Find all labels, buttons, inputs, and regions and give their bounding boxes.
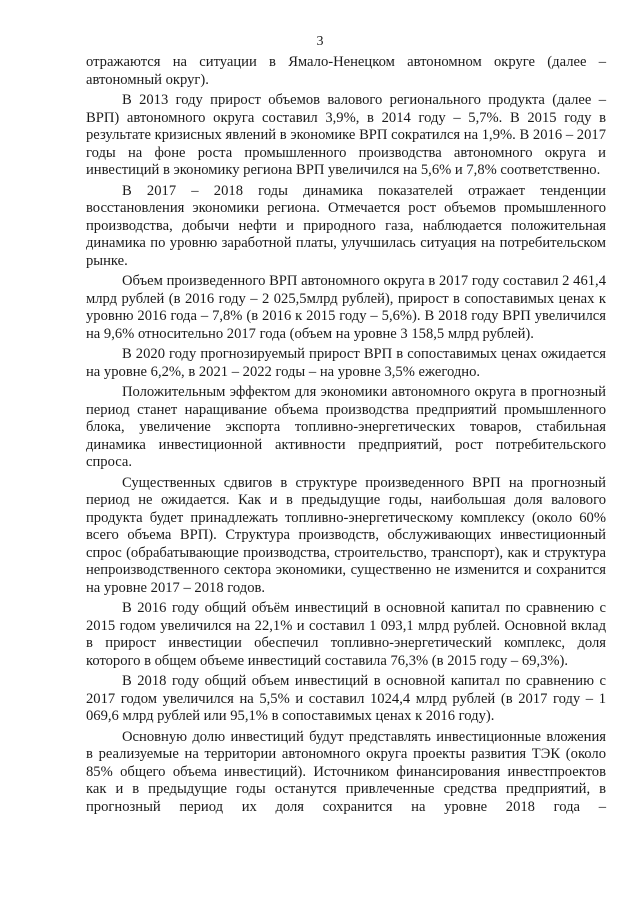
paragraph-continuation: отражаются на ситуации в Ямало-Ненецком автономном округе (далее – автономный округ). [86, 54, 606, 88]
paragraph-investment-share: Основную долю инвестиций будут представлять инвестиционные вложения в реализуемые на территории автономного округа проекты развития ТЭК (около 85% общего объема инвестиций). Источником финансирования инвестпроектов как и в предыдущие годы останутся привлеченные средства предприятий, в прогнозный период их доля сохранится на уровне 2018 года – [86, 728, 606, 815]
paragraph-grp-forecast-2020: В 2020 году прогнозируемый прирост ВРП в сопоставимых ценах ожидается на уровне 6,2%, в 2021 – 2022 годы – на уровне 3,5% ежегодно. [86, 346, 606, 380]
paragraph-investments-2016: В 2016 году общий объём инвестиций в основной капитал по сравнению с 2015 годом увеличился на 22,1% и составил 1 093,1 млрд рублей. Основной вклад в прирост инвестиции обеспечил топливно-энергетический комплекс, доля которого в общем объеме инвестиций составила 76,3% (в 2015 году – 69,3%). [86, 600, 606, 669]
document-body [86, 54, 606, 819]
paragraph-grp-dynamics-2013-2017: В 2013 году прирост объемов валового регионального продукта (далее – ВРП) автономного округа составил 3,9%, в 2014 году – 5,7%. В 2015 году в результате кризисных явлений в экономике ВРП сократился на 1,9%. В 2016 – 2017 годы на фоне роста промышленного производства автономного округа и инвестиций в экономику региона ВРП увеличился на 5,6% и 7,8% соответственно. [86, 92, 606, 178]
paragraph-recovery-2017-2018: В 2017 – 2018 годы динамика показателей отражает тенденции восстановления экономики региона. Отмечается рост объемов промышленного производства, добычи нефти и природного газа, наблюдается положительная динамика по уровню заработной платы, улучшилась ситуация на потребительском рынке. [86, 182, 606, 269]
paragraph-positive-effect: Положительным эффектом для экономики автономного округа в прогнозный период станет наращивание объема производства предприятий промышленного блока, увеличение экспорта топливно-энергетических товаров, стабильная динамика инвестиционной активности предприятий, рост потребительского спроса. [86, 384, 606, 470]
paragraph-investments-2018: В 2018 году общий объем инвестиций в основной капитал по сравнению с 2017 годом увеличился на 5,5% и составил 1024,4 млрд рублей (в 2017 году – 1 069,6 млрд рублей или 95,1% в сопоставимых ценах к 2016 году). [86, 673, 606, 724]
page-number: 3 [316, 34, 324, 49]
paragraph-grp-volume-2017: Объем произведенного ВРП автономного округа в 2017 году составил 2 461,4 млрд рублей (в 2016 году – 2 025,5млрд рублей), прирост в сопоставимых ценах к уровню 2016 года – 7,8% (в 2016 к 2015 году – 5,6%). В 2018 году ВРП увеличился на 9,6% относительно 2017 года (объем на уровне 3 158,5 млрд рублей). [86, 273, 606, 342]
paragraph-grp-structure: Существенных сдвигов в структуре произведенного ВРП на прогнозный период не ожидается. Как и в предыдущие годы, наибольшая доля валового продукта будет принадлежать топливно-энергетическому комплексу (около 60% всего объема ВРП). Структура производств, обслуживающих инвестиционный спрос (обрабатывающие производства, строительство, транспорт), как и структура непроизводственного сектора экономики, существенно не изменится и сохранится на уровне 2017 – 2018 годов. [86, 474, 606, 596]
